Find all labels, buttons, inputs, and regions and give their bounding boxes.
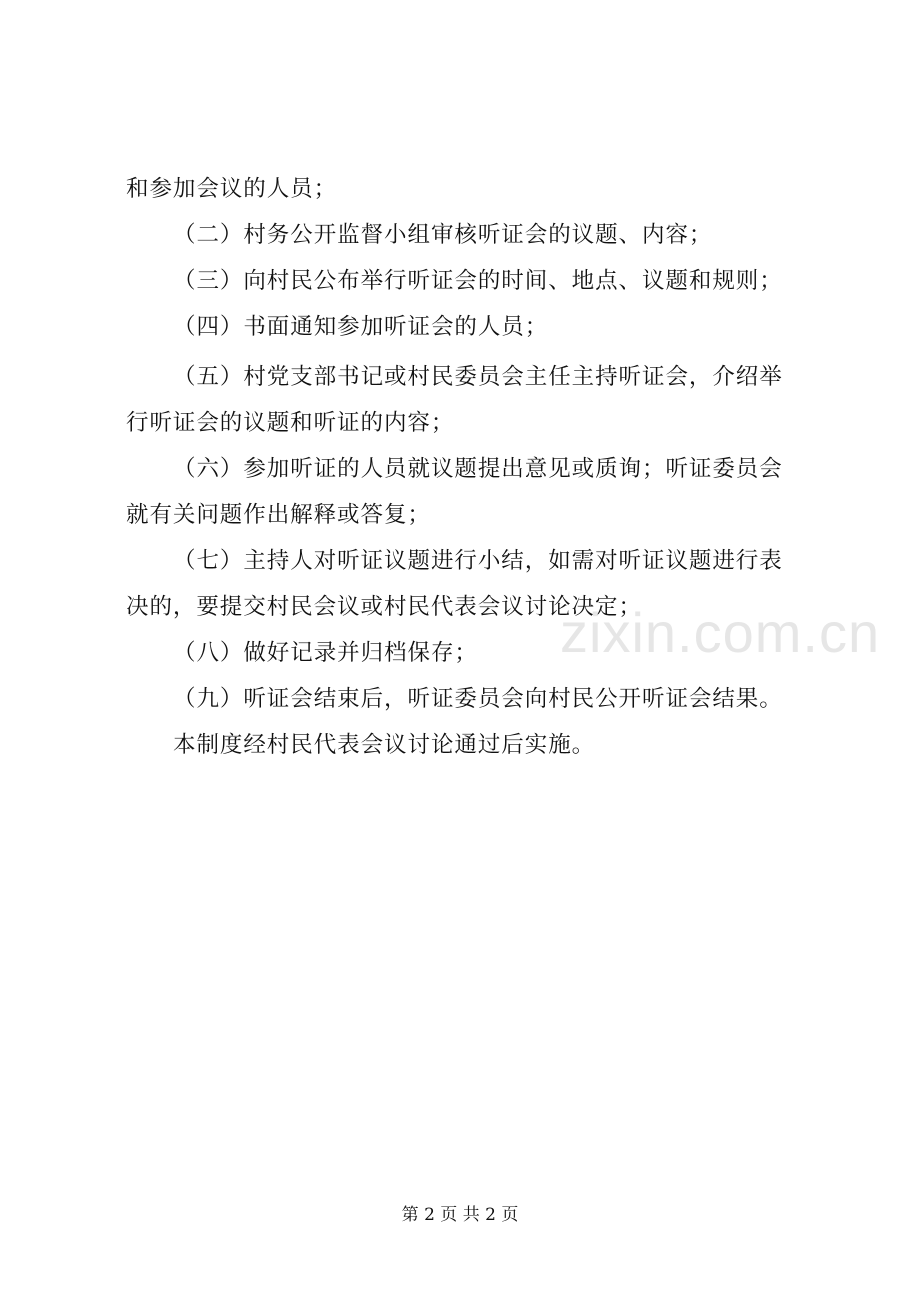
text-line-9: （七）主持人对听证议题进行小结，如需对听证议题进行表 — [173, 548, 783, 574]
text-line-13: 本制度经村民代表会议讨论通过后实施。 — [173, 732, 596, 758]
text-line-5: （五）村党支部书记或村民委员会主任主持听证会，介绍举 — [173, 364, 783, 390]
text-line-1: 和参加会议的人员； — [126, 176, 338, 202]
text-line-11: （八）做好记录并归档保存； — [173, 640, 478, 666]
text-line-12: （九）听证会结束后，听证委员会向村民公开听证会结果。 — [173, 686, 783, 712]
text-line-10: 决的，要提交村民会议或村民代表会议讨论决定； — [126, 594, 642, 620]
watermark: zixin.com.cn — [560, 601, 881, 664]
text-line-7: （六）参加听证的人员就议题提出意见或质询；听证委员会 — [173, 456, 783, 482]
text-line-3: （三）向村民公布举行听证会的时间、地点、议题和规则； — [173, 268, 783, 294]
text-line-4: （四）书面通知参加听证会的人员； — [173, 314, 549, 340]
text-line-8: 就有关问题作出解释或答复； — [126, 502, 431, 528]
page-number-footer: 第 2 页 共 2 页 — [401, 1205, 519, 1225]
text-line-2: （二）村务公开监督小组审核听证会的议题、内容； — [173, 222, 713, 248]
text-line-6: 行听证会的议题和听证的内容； — [126, 410, 455, 436]
